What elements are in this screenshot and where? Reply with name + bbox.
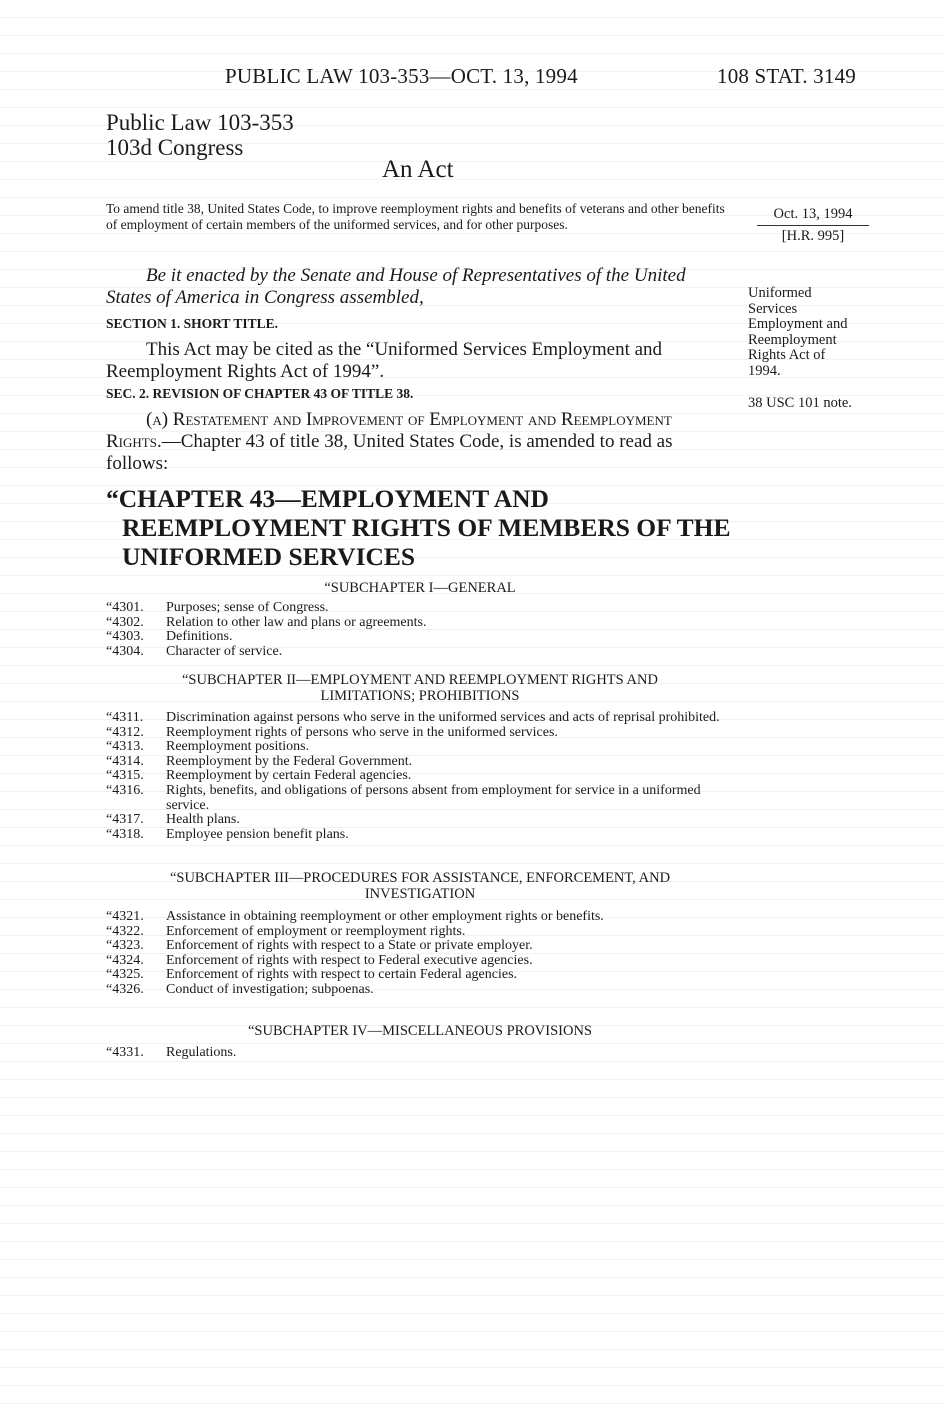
toc-item bbox=[106, 711, 734, 726]
toc-item-text: Assistance in obtaining reemployment or other employment rights or benefits. bbox=[166, 909, 604, 924]
toc-item-number: “4325. bbox=[106, 967, 144, 983]
margin-rule bbox=[757, 225, 869, 226]
toc-item-text: Reemployment positions. bbox=[166, 739, 310, 755]
subsection-a-text: —Chapter 43 of title 38, United States Code, is amended to read as follows: bbox=[106, 431, 673, 474]
toc-item-number: “4326. bbox=[106, 981, 144, 997]
toc-item-number: “4318. bbox=[106, 826, 144, 842]
subchapter-3-heading: “SUBCHAPTER III—PROCEDURES FOR ASSISTANCE, ENFORCEMENT, AND INVESTIGATION bbox=[169, 870, 671, 902]
running-header-title: PUBLIC LAW 103-353—OCT. 13, 1994 bbox=[225, 64, 578, 88]
subchapter-3-toc bbox=[106, 910, 734, 998]
toc-item-text: Conduct of investigation; subpoenas. bbox=[166, 981, 374, 997]
toc-item-number: “4321. bbox=[106, 909, 144, 924]
toc-item-number: “4302. bbox=[106, 614, 144, 630]
toc-item-number: “4323. bbox=[106, 938, 144, 954]
toc-item-text: Enforcement of employment or reemployment rights. bbox=[166, 923, 466, 939]
subchapter-2-heading: “SUBCHAPTER II—EMPLOYMENT AND REEMPLOYMENT RIGHTS AND LIMITATIONS; PROHIBITIONS bbox=[182, 672, 658, 704]
act-purpose: To amend title 38, United States Code, to improve reemployment rights and benefits of veterans and other benefits of employment of certain members of the uniformed services, and for other purposes. bbox=[106, 201, 725, 232]
toc-item-text: Enforcement of rights with respect to certain Federal agencies. bbox=[166, 967, 518, 983]
toc-item bbox=[106, 1046, 734, 1061]
margin-usc-note: 38 USC 101 note. bbox=[748, 395, 852, 411]
toc-item bbox=[106, 740, 734, 755]
toc-item bbox=[106, 784, 734, 813]
toc-item bbox=[106, 601, 734, 616]
margin-bill-number: [H.R. 995] bbox=[781, 228, 845, 244]
toc-item-number: “4304. bbox=[106, 643, 144, 659]
toc-item-text: Rights, benefits, and obligations of persons absent from employment for service in a uniformed service. bbox=[166, 782, 701, 813]
section-1-text: This Act may be cited as the “Uniformed Services Employment and Reemployment Rights Act of 1994”. bbox=[106, 339, 663, 382]
enacting-clause: Be it enacted by the Senate and House of Representatives of the United States of America in Congress assembled, bbox=[106, 265, 686, 308]
toc-item bbox=[106, 645, 734, 660]
toc-item-text: Definitions. bbox=[166, 629, 233, 645]
margin-date: Oct. 13, 1994 bbox=[773, 206, 853, 222]
subchapter-2-toc bbox=[106, 711, 734, 842]
margin-short-title-note: Uniformed Services Employment and Reemployment Rights Act of 1994. bbox=[748, 285, 848, 379]
toc-item bbox=[106, 925, 734, 940]
section-1-heading: SECTION 1. SHORT TITLE. bbox=[106, 316, 278, 331]
toc-item-text: Character of service. bbox=[166, 643, 283, 659]
toc-item-number: “4303. bbox=[106, 629, 144, 645]
subchapter-1-heading: “SUBCHAPTER I—GENERAL bbox=[324, 580, 516, 596]
toc-item-text: Employee pension benefit plans. bbox=[166, 826, 349, 842]
stat-page-number: 108 STAT. 3149 bbox=[717, 64, 856, 88]
toc-item bbox=[106, 630, 734, 645]
subsection-a-label: (a) Restatement and Improvement of Employment and Reemployment Rights. bbox=[106, 409, 672, 452]
toc-item-text: Enforcement of rights with respect to Federal executive agencies. bbox=[166, 952, 533, 968]
subchapter-1-toc bbox=[106, 601, 734, 659]
toc-item-number: “4317. bbox=[106, 812, 144, 828]
subchapter-4-toc bbox=[106, 1046, 734, 1061]
public-law-number: Public Law 103-353 bbox=[106, 110, 294, 135]
toc-item bbox=[106, 954, 734, 969]
toc-item-number: “4331. bbox=[106, 1045, 144, 1060]
toc-item-number: “4313. bbox=[106, 739, 144, 755]
toc-item-number: “4316. bbox=[106, 782, 144, 798]
toc-item bbox=[106, 755, 734, 770]
toc-item bbox=[106, 616, 734, 631]
toc-item bbox=[106, 968, 734, 983]
toc-item-number: “4312. bbox=[106, 724, 144, 740]
chapter-title: “CHAPTER 43—EMPLOYMENT AND REEMPLOYMENT RIGHTS OF MEMBERS OF THE UNIFORMED SERVICES bbox=[106, 484, 731, 571]
toc-item-text: Reemployment by certain Federal agencies. bbox=[166, 768, 412, 784]
toc-item bbox=[106, 939, 734, 954]
congress-label: 103d Congress bbox=[106, 135, 244, 160]
toc-item-number: “4314. bbox=[106, 753, 144, 769]
toc-item bbox=[106, 983, 734, 998]
toc-item-text: Purposes; sense of Congress. bbox=[166, 600, 329, 615]
toc-item bbox=[106, 828, 734, 843]
section-2-subsection-a bbox=[106, 409, 732, 475]
toc-item-number: “4311. bbox=[106, 710, 144, 725]
subchapter-4-heading: “SUBCHAPTER IV—MISCELLANEOUS PROVISIONS bbox=[248, 1023, 592, 1039]
act-label: An Act bbox=[382, 156, 454, 183]
toc-item-number: “4324. bbox=[106, 952, 144, 968]
toc-item-text: Relation to other law and plans or agreements. bbox=[166, 614, 427, 630]
toc-item-text: Health plans. bbox=[166, 812, 240, 828]
toc-item-text: Reemployment rights of persons who serve in the uniformed services. bbox=[166, 724, 558, 740]
section-2-heading: SEC. 2. REVISION OF CHAPTER 43 OF TITLE 38. bbox=[106, 386, 414, 401]
toc-item-text: Enforcement of rights with respect to a State or private employer. bbox=[166, 938, 533, 954]
toc-item bbox=[106, 813, 734, 828]
toc-item-text: Discrimination against persons who serve in the uniformed services and acts of reprisal prohibited. bbox=[166, 710, 720, 725]
toc-item-text: Reemployment by the Federal Government. bbox=[166, 753, 413, 769]
toc-item-number: “4315. bbox=[106, 768, 144, 784]
toc-item bbox=[106, 769, 734, 784]
toc-item bbox=[106, 910, 734, 925]
toc-item-number: “4301. bbox=[106, 600, 144, 615]
toc-item-number: “4322. bbox=[106, 923, 144, 939]
toc-item-text: Regulations. bbox=[166, 1045, 237, 1060]
toc-item bbox=[106, 726, 734, 741]
